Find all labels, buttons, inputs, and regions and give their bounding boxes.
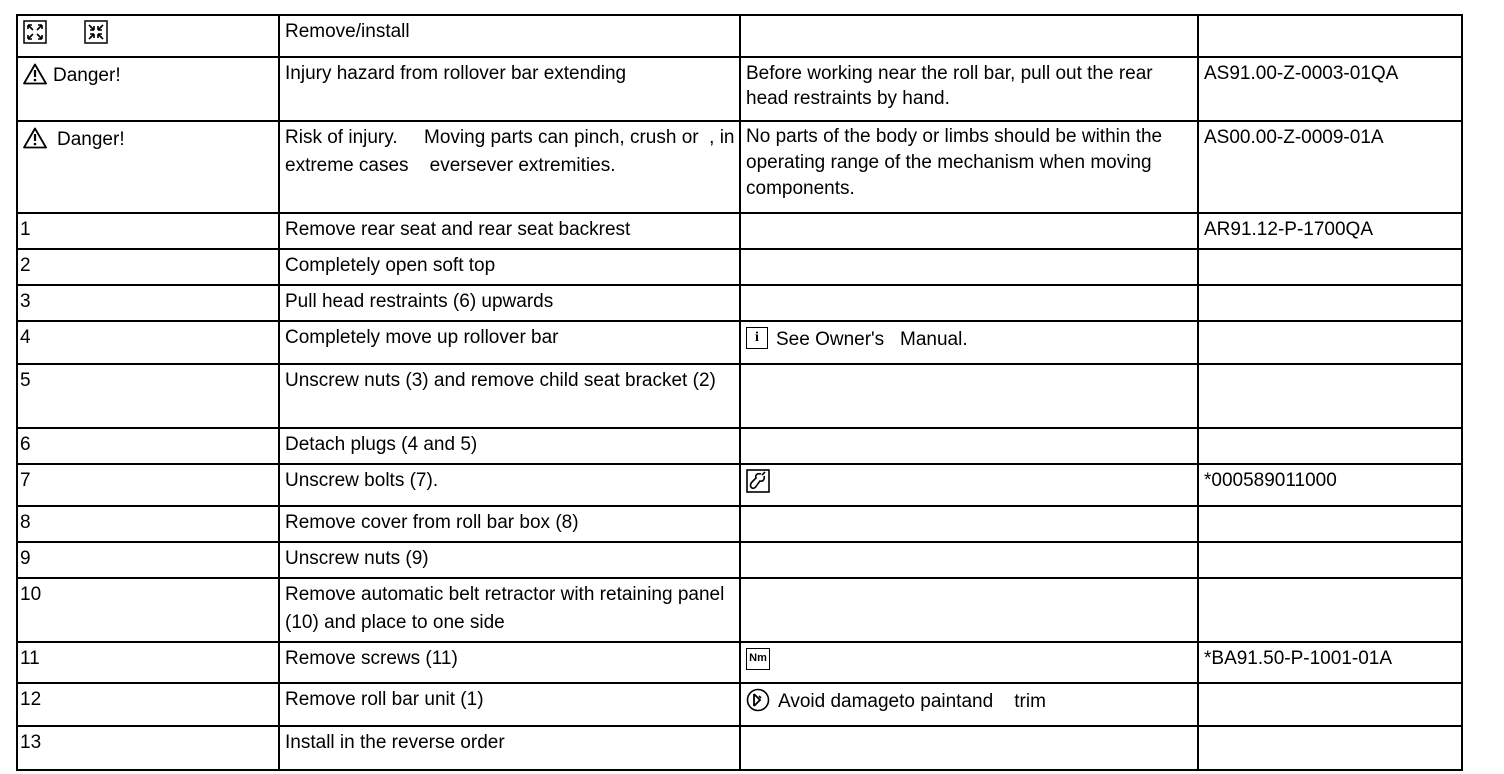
step-note bbox=[740, 364, 1198, 428]
tool-number-link[interactable]: *000589011000 bbox=[1198, 464, 1462, 506]
step-ref bbox=[1198, 726, 1462, 770]
step-row bbox=[17, 578, 1462, 642]
step-note bbox=[740, 321, 1198, 364]
step-row bbox=[17, 464, 1462, 506]
hazard-text: Risk of injury. Moving parts can pinch, crush or , in extreme cases eversever extremities. bbox=[279, 121, 740, 213]
warning-row bbox=[17, 57, 1462, 121]
header-row bbox=[17, 15, 1462, 57]
step-action: Remove screws (11) bbox=[279, 642, 740, 683]
danger-label: Danger! bbox=[53, 65, 121, 86]
special-tool-icon bbox=[746, 469, 770, 493]
warning-label-cell bbox=[17, 121, 279, 213]
instruction-table bbox=[16, 14, 1463, 771]
step-number: 7 bbox=[17, 464, 279, 506]
step-ref bbox=[1198, 285, 1462, 321]
step-note bbox=[740, 464, 1198, 506]
hazard-text: Injury hazard from rollover bar extending bbox=[279, 57, 740, 121]
note-text: Avoid damageto paintand trim bbox=[778, 691, 1046, 712]
step-row bbox=[17, 364, 1462, 428]
step-number: 6 bbox=[17, 428, 279, 464]
operation-title: Remove/install bbox=[279, 15, 740, 57]
warning-triangle-icon bbox=[23, 127, 47, 149]
step-ref bbox=[1198, 364, 1462, 428]
step-number: 8 bbox=[17, 506, 279, 542]
step-row bbox=[17, 506, 1462, 542]
step-note bbox=[740, 642, 1198, 683]
install-arrows-icon bbox=[84, 20, 108, 44]
step-number: 11 bbox=[17, 642, 279, 683]
step-number: 1 bbox=[17, 213, 279, 249]
step-row bbox=[17, 285, 1462, 321]
step-ref bbox=[1198, 321, 1462, 364]
step-number: 5 bbox=[17, 364, 279, 428]
reference-link[interactable]: AS91.00-Z-0003-01QA bbox=[1198, 57, 1462, 121]
step-note bbox=[740, 506, 1198, 542]
step-ref bbox=[1198, 249, 1462, 285]
step-row bbox=[17, 642, 1462, 683]
step-ref bbox=[1198, 578, 1462, 642]
step-note bbox=[740, 578, 1198, 642]
step-action: Remove automatic belt retractor with retaining panel (10) and place to one side bbox=[279, 578, 740, 642]
step-action: Unscrew nuts (3) and remove child seat bracket (2) bbox=[279, 364, 740, 428]
step-action: Install in the reverse order bbox=[279, 726, 740, 770]
step-number: 9 bbox=[17, 542, 279, 578]
step-number: 13 bbox=[17, 726, 279, 770]
step-number: 10 bbox=[17, 578, 279, 642]
step-action: Completely move up rollover bar bbox=[279, 321, 740, 364]
note-text: See Owner's Manual. bbox=[776, 329, 968, 350]
warning-triangle-icon bbox=[23, 63, 47, 85]
step-ref bbox=[1198, 683, 1462, 726]
step-action: Completely open soft top bbox=[279, 249, 740, 285]
step-row bbox=[17, 726, 1462, 770]
step-action: Remove rear seat and rear seat backrest bbox=[279, 213, 740, 249]
torque-nm-icon: Nm bbox=[746, 648, 770, 670]
step-note bbox=[740, 542, 1198, 578]
reference-link[interactable]: *BA91.50-P-1001-01A bbox=[1198, 642, 1462, 683]
step-number: 3 bbox=[17, 285, 279, 321]
reference-link[interactable]: AS00.00-Z-0009-01A bbox=[1198, 121, 1462, 213]
reference-link[interactable]: AR91.12-P-1700QA bbox=[1198, 213, 1462, 249]
step-action: Remove cover from roll bar box (8) bbox=[279, 506, 740, 542]
step-action: Detach plugs (4 and 5) bbox=[279, 428, 740, 464]
caution-icon bbox=[746, 688, 770, 712]
step-note bbox=[740, 428, 1198, 464]
step-action: Unscrew bolts (7). bbox=[279, 464, 740, 506]
step-row bbox=[17, 428, 1462, 464]
step-row bbox=[17, 542, 1462, 578]
step-number: 12 bbox=[17, 683, 279, 726]
step-note bbox=[740, 285, 1198, 321]
step-note bbox=[740, 249, 1198, 285]
step-action: Remove roll bar unit (1) bbox=[279, 683, 740, 726]
step-ref bbox=[1198, 428, 1462, 464]
operation-icons-cell bbox=[17, 15, 279, 57]
step-note bbox=[740, 683, 1198, 726]
step-number: 4 bbox=[17, 321, 279, 364]
step-row bbox=[17, 213, 1462, 249]
step-action: Unscrew nuts (9) bbox=[279, 542, 740, 578]
step-row bbox=[17, 321, 1462, 364]
empty-cell bbox=[1198, 15, 1462, 57]
measure-text: Before working near the roll bar, pull out the rear head restraints by hand. bbox=[740, 57, 1198, 121]
work-instruction-sheet bbox=[16, 14, 1461, 771]
step-note bbox=[740, 726, 1198, 770]
warning-label-cell bbox=[17, 57, 279, 121]
step-row bbox=[17, 249, 1462, 285]
measure-text: No parts of the body or limbs should be within the operating range of the mechanism when moving components. bbox=[740, 121, 1198, 213]
step-action: Pull head restraints (6) upwards bbox=[279, 285, 740, 321]
step-note bbox=[740, 213, 1198, 249]
step-ref bbox=[1198, 542, 1462, 578]
step-row bbox=[17, 683, 1462, 726]
empty-cell bbox=[740, 15, 1198, 57]
info-icon: i bbox=[746, 327, 768, 349]
step-number: 2 bbox=[17, 249, 279, 285]
danger-label: Danger! bbox=[57, 129, 125, 150]
remove-arrows-icon bbox=[23, 20, 47, 44]
step-ref bbox=[1198, 506, 1462, 542]
warning-row bbox=[17, 121, 1462, 213]
